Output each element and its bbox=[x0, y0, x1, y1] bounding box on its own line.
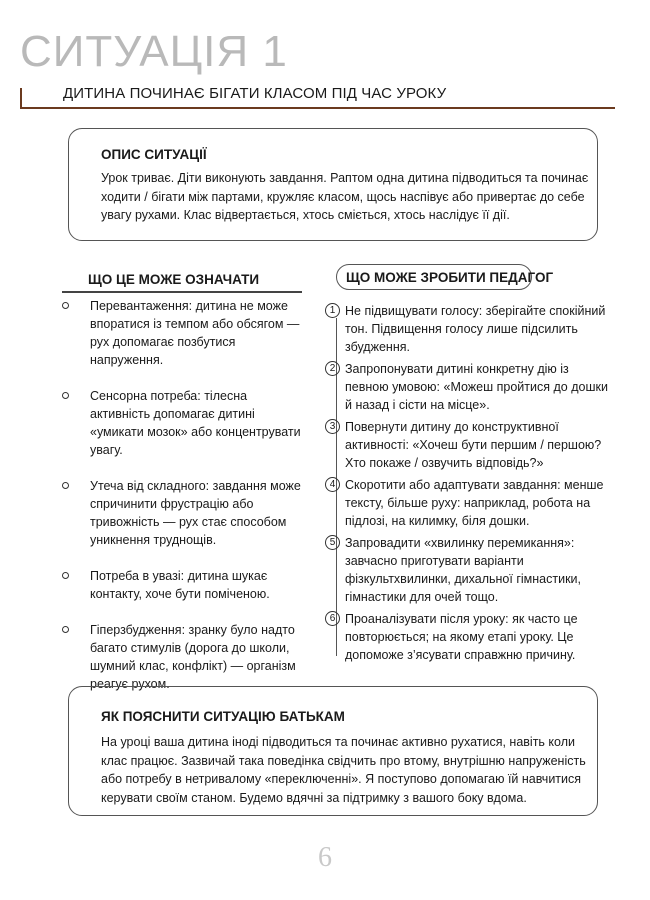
actions-list bbox=[325, 302, 610, 668]
list-item bbox=[62, 477, 302, 549]
list-item-text: Гіперзбудження: зранку було надто багато стимулів (дорога до школи, шумний клас, конфлікт) — організм реагує рухом. bbox=[90, 623, 296, 691]
description-title: ОПИС СИТУАЦІЇ bbox=[101, 147, 207, 162]
header-divider-stub bbox=[20, 88, 22, 109]
list-item-text: Не підвищувати голосу: зберігайте спокійний тон. Підвищення голосу лише підсилить збудження. bbox=[345, 304, 606, 354]
page-number: 6 bbox=[318, 842, 332, 873]
step-number-badge: 4 bbox=[325, 477, 340, 492]
header-divider bbox=[20, 107, 615, 109]
list-item bbox=[62, 621, 302, 693]
list-item-text: Перевантаження: дитина не може впоратися із темпом або обсягом — рух допомагає позбутися напруження. bbox=[90, 299, 300, 367]
list-item bbox=[325, 418, 610, 472]
parents-title: ЯК ПОЯСНИТИ СИТУАЦІЮ БАТЬКАМ bbox=[101, 709, 345, 724]
step-number-badge: 1 bbox=[325, 303, 340, 318]
step-number-badge: 5 bbox=[325, 535, 340, 550]
list-item bbox=[325, 302, 610, 356]
bullet-icon bbox=[62, 482, 69, 489]
list-item-text: Запровадити «хвилинку перемикання»: завчасно приготувати варіанти фізкультхвилинки, дихальної гімнастики, гімнастики для очей тощо. bbox=[345, 536, 581, 604]
meaning-title-underline bbox=[62, 291, 302, 293]
list-item bbox=[325, 534, 610, 606]
list-item bbox=[325, 360, 610, 414]
list-item-text: Запропонувати дитині конкретну дію із певною умовою: «Можеш пройтися до дошки й назад і сісти на місце». bbox=[345, 362, 608, 412]
list-item-text: Утеча від складного: завдання може спричинити фрустрацію або тривожність — рух стає способом уникнення труднощів. bbox=[90, 479, 301, 547]
list-item bbox=[62, 567, 302, 603]
description-text: Урок триває. Діти виконують завдання. Раптом одна дитина підводиться та починає ходити / бігати між партами, кружляє класом, щось наспівує або привертає до себе увагу рухами. Клас відвертається, хтось сміється, хтось наслідує її дії. bbox=[101, 171, 589, 222]
list-item bbox=[62, 297, 302, 369]
parents-text: На уроці ваша дитина іноді підводиться та починає активно рухатися, навіть коли клас працює. Зазвичай така поведінка свідчить про втому, внутрішню напруженість або потребу в нетривалому «переключенні». Я поступово допомагаю їй навчитися керувати своїм станом. Будемо вдячні за підтримку з вашого боку вдома. bbox=[101, 735, 586, 805]
page-subtitle: ДИТИНА ПОЧИНАЄ БІГАТИ КЛАСОМ ПІД ЧАС УРОКУ bbox=[63, 85, 447, 102]
step-number-badge: 3 bbox=[325, 419, 340, 434]
step-number-badge: 6 bbox=[325, 611, 340, 626]
meaning-list bbox=[62, 297, 302, 711]
parents-box bbox=[68, 686, 598, 816]
page-title: СИТУАЦІЯ 1 bbox=[20, 27, 288, 76]
list-item bbox=[62, 387, 302, 459]
bullet-icon bbox=[62, 572, 69, 579]
meaning-title: ЩО ЦЕ МОЖЕ ОЗНАЧАТИ bbox=[88, 272, 260, 287]
list-item-text: Потреба в увазі: дитина шукає контакту, хоче бути поміченою. bbox=[90, 569, 270, 601]
bullet-icon bbox=[62, 626, 69, 633]
description-box bbox=[68, 128, 598, 241]
bullet-icon bbox=[62, 302, 69, 309]
list-item-text: Проаналізувати після уроку: як часто це повторюється; на якому етапі уроку. Це допоможе з’ясувати справжню причину. bbox=[345, 612, 578, 662]
actions-title: ЩО МОЖЕ ЗРОБИТИ ПЕДАГОГ bbox=[346, 270, 554, 285]
list-item bbox=[325, 610, 610, 664]
list-item-text: Повернути дитину до конструктивної активності: «Хочеш бути першим / першою? Хто покаже / озвучить відповідь?» bbox=[345, 420, 602, 470]
step-number-badge: 2 bbox=[325, 361, 340, 376]
bullet-icon bbox=[62, 392, 69, 399]
list-item-text: Скоротити або адаптувати завдання: менше тексту, більше руху: наприклад, робота на підлозі, на килимку, біля дошки. bbox=[345, 478, 604, 528]
list-item-text: Сенсорна потреба: тілесна активність допомагає дитині «умикати мозок» або концентрувати увагу. bbox=[90, 389, 301, 457]
list-item bbox=[325, 476, 610, 530]
